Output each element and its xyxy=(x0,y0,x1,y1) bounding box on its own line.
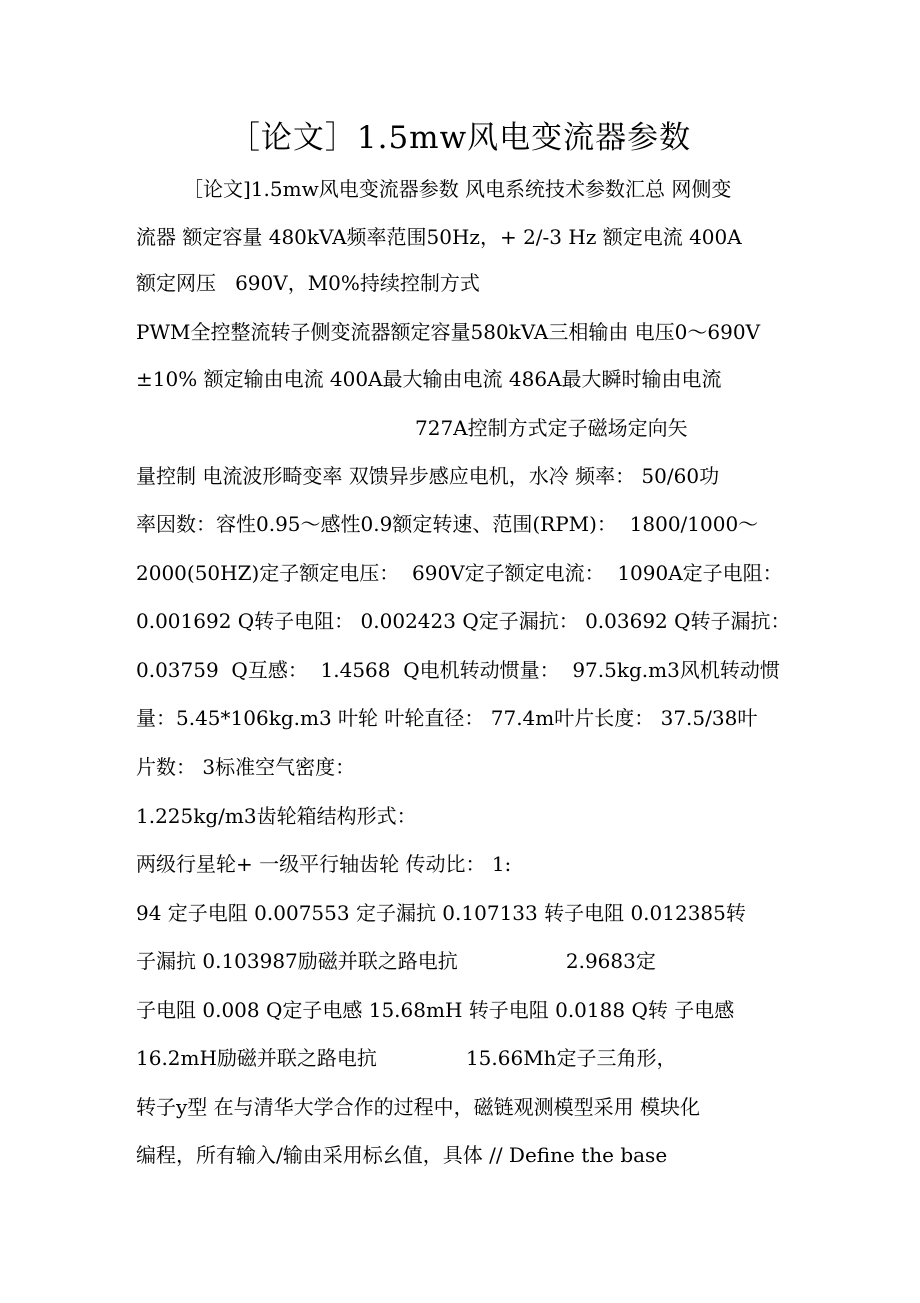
body-line-6: 727A控制方式定子磁场定向矢 xyxy=(415,416,688,440)
body-line-2: 流器 额定容量 480kVA频率范围50Hz，+ 2/-3 Hz 额定电流 400A xyxy=(136,225,742,249)
body-line-7: 量控制 电流波形畸变率 双馈异步感应电机，水冷 频率： 50/60功 xyxy=(136,464,720,488)
document-title: ［论文］1.5mw风电变流器参数 xyxy=(228,120,692,156)
body-line-5: ±10% 额定输由电流 400A最大输由电流 486A最大瞬时输由电流 xyxy=(136,367,722,391)
body-line-9: 2000(50HZ)定子额定电压： 690V定子额定电流： 1090A定子电阻： xyxy=(136,561,783,585)
body-line-20: 转子y型 在与清华大学合作的过程中，磁链观测模型采用 模块化 xyxy=(136,1095,701,1119)
body-line-4: PWM全控整流转子侧变流器额定容量580kVA三相输由 电压0～690V xyxy=(136,320,761,344)
body-line-8: 率因数：容性0.95～感性0.9额定转速、范围(RPM)： 1800/1000～ xyxy=(136,512,759,536)
body-line-3: 额定网压 690V，M0%持续控制方式 xyxy=(136,271,480,295)
body-line-19: 16.2mH励磁并联之路电抗 15.66Mh定子三角形， xyxy=(136,1046,677,1070)
body-line-15: 两级行星轮+ 一级平行轴齿轮 传动比： 1: xyxy=(136,852,512,876)
body-line-1: ［论文]1.5mw风电变流器参数 风电系统技术参数汇总 网侧变 xyxy=(183,177,732,201)
body-line-21: 编程，所有输入/输由采用标幺值，具体 // Define the base xyxy=(136,1143,668,1167)
body-line-13: 片数： 3标准空气密度： xyxy=(136,755,356,779)
body-line-17: 子漏抗 0.103987励磁并联之路电抗 2.9683定 xyxy=(136,949,656,973)
body-line-14: 1.225kg/m3齿轮箱结构形式： xyxy=(136,804,417,828)
body-line-11: 0.03759 Q互感： 1.4568 Q电机转动惯量： 97.5kg.m3风机转动惯 xyxy=(136,658,780,682)
body-line-16: 94 定子电阻 0.007553 定子漏抗 0.107133 转子电阻 0.012385转 xyxy=(136,901,746,925)
body-line-10: 0.001692 Q转子电阻： 0.002423 Q定子漏抗： 0.03692 Q转子漏抗： xyxy=(136,609,791,633)
body-line-18: 子电阻 0.008 Q定子电感 15.68mH 转子电阻 0.0188 Q转 子电感 xyxy=(136,998,735,1022)
body-line-12: 量：5.45*106kg.m3 叶轮 叶轮直径： 77.4m叶片长度： 37.5/38叶 xyxy=(136,706,758,730)
